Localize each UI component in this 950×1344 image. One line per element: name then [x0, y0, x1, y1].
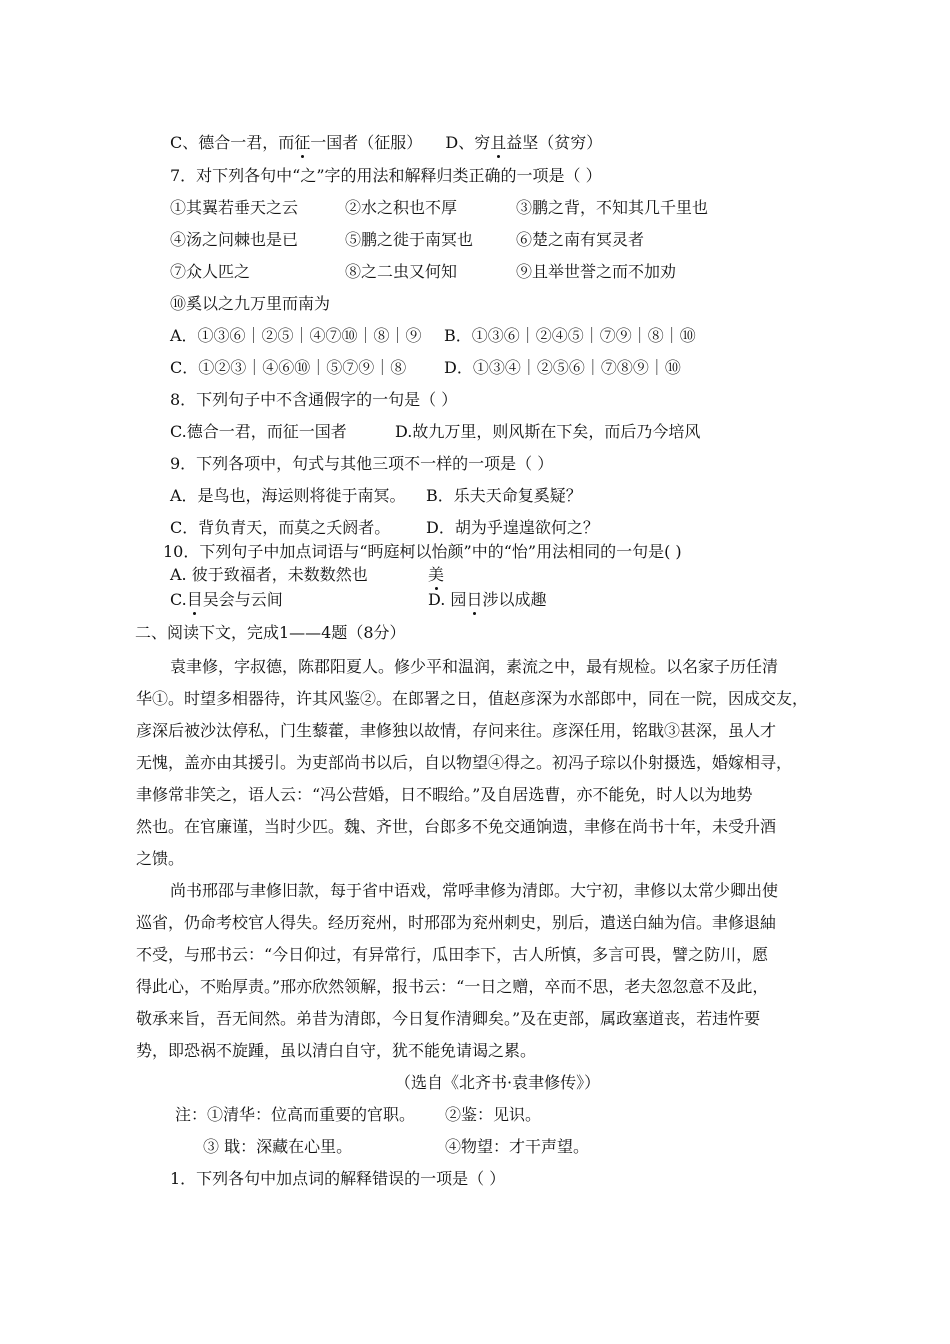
q10-option-d-pre: D. 园 [428, 590, 467, 609]
q7-option-d: D．①③④｜②⑤⑥｜⑦⑧⑨｜⑩ [444, 358, 681, 377]
q7-item-row [170, 198, 708, 218]
q9-option-d: D．胡为乎遑遑欲何之？ [426, 518, 599, 537]
q7-item-row [170, 262, 676, 282]
passage-line: 得此心，不贻厚责。”邢亦欣然领解，报书云：“一日之赠，卒而不思，老夫忽忽意不及此， [136, 977, 769, 996]
q10-stem: 10．下列句子中加点词语与“眄庭柯以怡颜”中的“怡”用法相同的一句是( ) [163, 542, 682, 561]
q9-option-a: A．是鸟也，海运则将徙于南冥。 [170, 486, 406, 505]
q10-options-cd [170, 590, 546, 610]
q10-option-c-pre: C. [170, 590, 187, 609]
q7-item-row [170, 230, 644, 250]
note: ④物望：才干声望。 [445, 1137, 590, 1156]
passage-source: （选自《北齐书·袁聿修传》） [395, 1073, 601, 1092]
q8-option-d: D.故九万里，则风斯在下矣，而后乃今培风 [395, 422, 701, 441]
q7-options-ab [170, 326, 696, 346]
q7-item: ⑦众人匹之 [170, 262, 251, 281]
q8-options [170, 422, 700, 442]
q7-option-c: C．①②③｜④⑥⑩｜⑤⑦⑨｜⑧ [170, 358, 407, 377]
q7-item: ③鹏之背，不知其几千里也 [516, 198, 709, 217]
passage-line: 尚书邢邵与聿修旧款，每于省中语戏，常呼聿修为清郎。大宁初，聿修以太常少卿出使 [170, 881, 779, 900]
q10-option-d-post: 涉以成趣 [482, 590, 547, 609]
q7-stem: 7．对下列各句中“之”字的用法和解释归类正确的一项是（ ） [170, 166, 602, 185]
q1-stem: 1．下列各句中加点词的解释错误的一项是（ ） [170, 1169, 506, 1188]
q7-item: ⑥楚之南有冥灵者 [516, 230, 645, 249]
q6-option-c-pre: C、德合一君，而 [170, 133, 295, 152]
passage-line: 然也。在官廉谨，当时少匹。魏、齐世，台郎多不免交通饷遗，聿修在尚书十年，未受升酒 [136, 817, 777, 836]
q7-item: ⑩奚以之九万里而南为 [170, 294, 331, 313]
passage-line: 不受，与邢书云：“今日仰过，有异常行，瓜田李下，古人所慎，多言可畏，譬之防川，愿 [136, 945, 769, 964]
passage-line: 袁聿修，字叔德，陈郡阳夏人。修少平和温润，素流之中，最有规检。以名家子历任清 [170, 657, 779, 676]
q10-option-a [170, 565, 444, 585]
q9-options-cd [170, 518, 599, 538]
q7-option-a: A．①③⑥｜②⑤｜④⑦⑩｜⑧｜⑨ [170, 326, 422, 345]
dotted-char: 征 [294, 133, 311, 152]
passage-line: 之馈。 [136, 849, 185, 868]
passage-line: 势，即恐祸不旋踵，虽以清白自守，犹不能免请谒之累。 [136, 1041, 537, 1060]
q6-option-c-post: 一国者（征服） [310, 133, 423, 152]
q7-item: ④汤之问棘也是已 [170, 230, 299, 249]
passage-line: 巡省，仍命考校官人得失。经历兖州，时邢邵为兖州刺史，别后，遣送白紬为信。聿修退紬 [136, 913, 777, 932]
q9-options-ab [170, 486, 582, 506]
passage-line: 聿修常非笑之，语人云：“冯公营婚，日不暇给。”及自居选曹，亦不能免，时人以为地势 [136, 785, 753, 804]
passage-line: 无愧，盖亦由其援引。为吏部尚书以后，自以物望④得之。初冯子琮以仆射摄选，婚嫁相寻， [136, 753, 793, 772]
q9-option-c: C．背负青天，而莫之夭阏者。 [170, 518, 391, 537]
q7-item: ⑨且举世誉之而不加劝 [516, 262, 677, 281]
q7-options-cd [170, 358, 681, 378]
dotted-char: 美 [428, 565, 445, 584]
note: ②鉴：见识。 [445, 1105, 542, 1124]
q6-option-d-pre: D、穷 [445, 133, 491, 152]
dotted-char: 日 [466, 590, 483, 609]
q9-option-b: B．乐夫天命复奚疑？ [426, 486, 582, 505]
passage-line: 敬承来旨，吾无间然。弟昔为清郎，今日复作清卿矣。”及在吏部，属政塞道丧，若违忤要 [136, 1009, 761, 1028]
q7-item: ⑤鹏之徙于南冥也 [345, 230, 474, 249]
q6-option-d-post: 益坚（贫穷） [506, 133, 603, 152]
notes-row [203, 1137, 589, 1157]
q7-item: ①其翼若垂天之云 [170, 198, 299, 217]
note: 注：①清华：位高而重要的官职。 [175, 1105, 416, 1124]
q10-option-c-post: 吴会与云间 [202, 590, 283, 609]
dotted-char: 目 [186, 590, 203, 609]
q6-option-cd [170, 133, 602, 153]
passage-line: 彦深后被沙汰停私，门生藜藿，聿修独以故情，存问来往。彦深任用，铭戢③甚深，虽人才 [136, 721, 777, 740]
q7-item: ②水之积也不厚 [345, 198, 458, 217]
section-heading: 二、阅读下文，完成1——4题（8分） [135, 623, 406, 642]
q7-item: ⑧之二虫又何知 [345, 262, 458, 281]
q7-option-b: B．①③⑥｜②④⑤｜⑦⑨｜⑧｜⑩ [444, 326, 696, 345]
dotted-char: 且 [490, 133, 507, 152]
q8-stem: 8．下列句子中不含通假字的一句是（ ） [170, 390, 458, 409]
q9-stem: 9．下列各项中，句式与其他三项不一样的一项是（ ） [170, 454, 554, 473]
passage-line: 华①。时望多相器待，许其风鉴②。在郎署之日，值赵彦深为水部郎中，同在一院，因成交友， [136, 689, 809, 708]
q8-option-c: C.德合一君，而征一国者 [170, 422, 347, 441]
notes-row [175, 1105, 541, 1125]
note: ③ 戢：深藏在心里。 [203, 1137, 353, 1156]
q10-option-a-text: A. 彼于致福者，未数数然也 [170, 565, 368, 584]
